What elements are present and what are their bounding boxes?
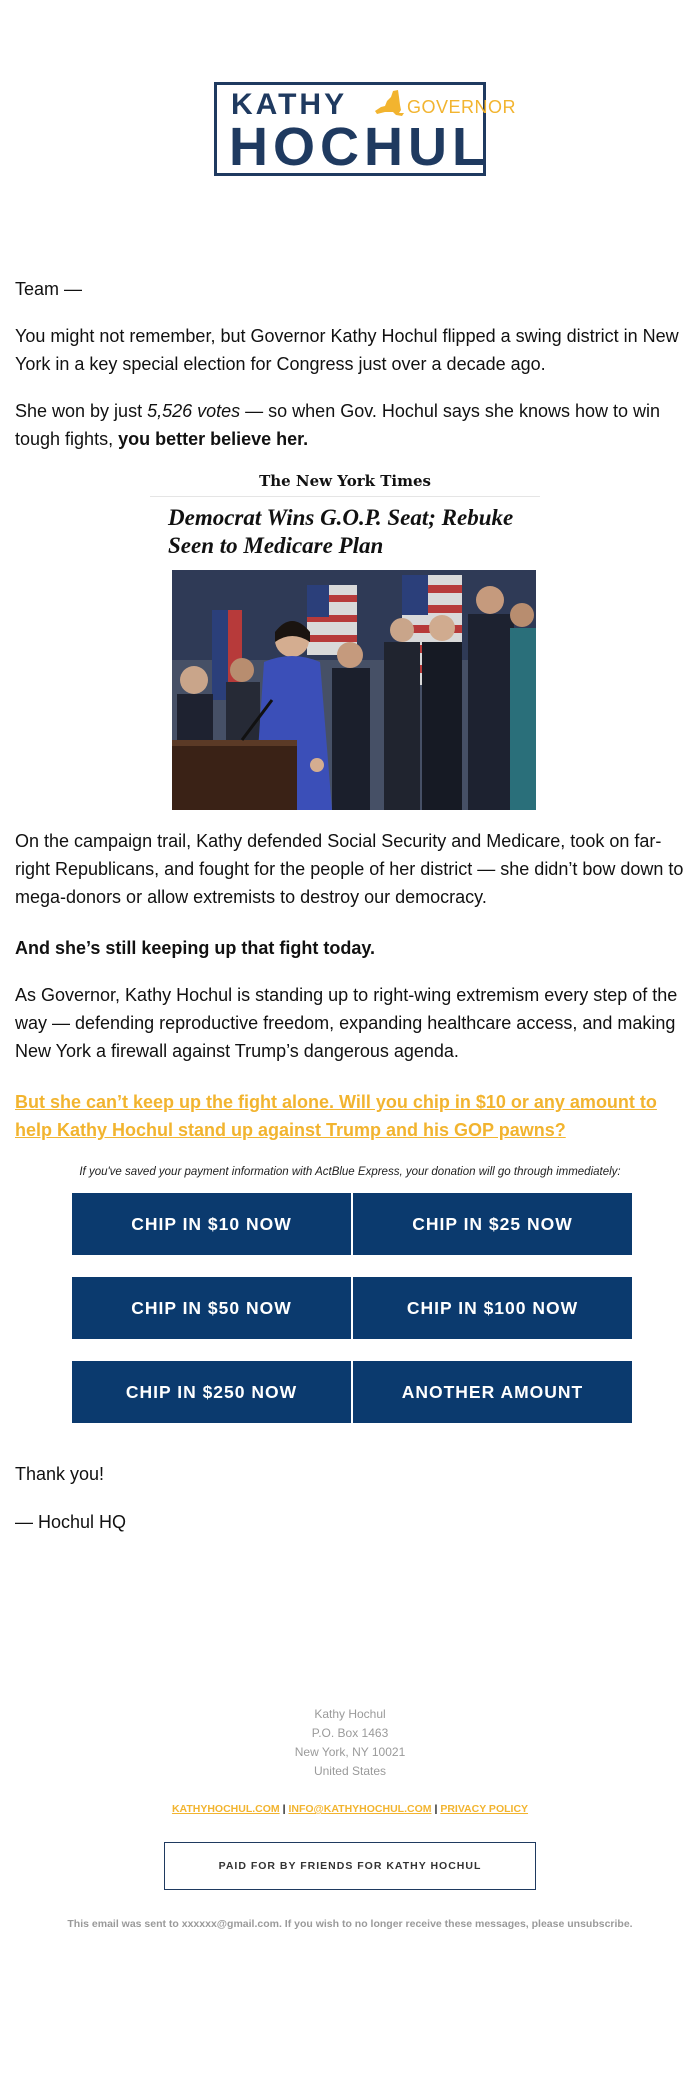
photo-illustration: [172, 570, 536, 810]
chip-in-50-button[interactable]: CHIP IN $50 NOW: [72, 1277, 351, 1339]
chip-in-25-button[interactable]: CHIP IN $25 NOW: [353, 1193, 632, 1255]
privacy-policy-link[interactable]: PRIVACY POLICY: [440, 1803, 529, 1815]
p2-text-a: She won by just: [15, 401, 148, 421]
footer-links: [0, 1803, 700, 1815]
p2-votes: 5,526 votes: [147, 401, 241, 421]
link-separator: |: [282, 1803, 286, 1815]
paragraph-5: As Governor, Kathy Hochul is standing up to right-wing extremism every step of the way — defending reproductive freedom, expanding healthcare access, and making New York a firewall against Trump’s dangerous agenda.: [15, 985, 678, 1061]
logo-title: GOVERNOR: [407, 97, 517, 117]
greeting: Team —: [15, 279, 83, 299]
thank-you: Thank you!: [15, 1464, 105, 1484]
p2-bold: you better believe her.: [118, 429, 309, 449]
paid-for-disclaimer: PAID FOR BY FRIENDS FOR KATHY HOCHUL: [164, 1842, 536, 1890]
footer-country: United States: [313, 1764, 387, 1778]
logo-last-name: HOCHUL: [229, 117, 490, 177]
website-link[interactable]: KATHYHOCHUL.COM: [171, 1803, 280, 1815]
footer-city: New York, NY 10021: [294, 1745, 406, 1759]
actblue-express-note: If you've saved your payment information with ActBlue Express, your donation will go through immediately:: [79, 1166, 621, 1178]
another-amount-button[interactable]: ANOTHER AMOUNT: [353, 1361, 632, 1423]
newspaper-clipping: [150, 470, 540, 810]
new-york-state-icon: [371, 89, 405, 117]
paragraph-4: And she’s still keeping up that fight today.: [15, 938, 376, 958]
email-disclaimer: This email was sent to xxxxxx@gmail.com. If you wish to no longer receive these messages, please unsubscribe.: [67, 1918, 633, 1930]
clipping-headline: Democrat Wins G.O.P. Seat; Rebuke Seen to Medicare Plan: [168, 505, 514, 558]
chip-in-250-button[interactable]: CHIP IN $250 NOW: [72, 1361, 351, 1423]
paragraph-3: On the campaign trail, Kathy defended Social Security and Medicare, took on far-right Republicans, and fought for the people of her district — she didn’t bow down to mega-donors or allow extremists to destroy our democracy.: [15, 831, 684, 907]
footer-po-box: P.O. Box 1463: [311, 1726, 389, 1740]
nyt-masthead: The New York Times: [259, 472, 431, 490]
chip-in-100-button[interactable]: CHIP IN $100 NOW: [353, 1277, 632, 1339]
p2-text-b: — so when Gov. Hochul says she knows how to win tough fights,: [15, 401, 661, 449]
donate-cta-link[interactable]: But she can’t keep up the fight alone. Will you chip in $10 or any amount to help Kathy Hochul stand up against Trump and his GOP pawns?: [15, 1092, 657, 1140]
victory-photo: [172, 570, 536, 810]
footer-name: Kathy Hochul: [314, 1707, 386, 1721]
paragraph-2: [15, 397, 690, 453]
campaign-logo: [214, 82, 517, 177]
paragraph-1: You might not remember, but Governor Kathy Hochul flipped a swing district in New York in a key special election for Congress just over a decade ago.: [15, 326, 679, 374]
email-link[interactable]: INFO@KATHYHOCHUL.COM: [288, 1803, 432, 1815]
link-separator: |: [434, 1803, 438, 1815]
masthead-divider: [150, 496, 540, 497]
chip-in-10-button[interactable]: CHIP IN $10 NOW: [72, 1193, 351, 1255]
signoff: — Hochul HQ: [15, 1512, 127, 1532]
logo-first-name: KATHY: [231, 88, 348, 121]
